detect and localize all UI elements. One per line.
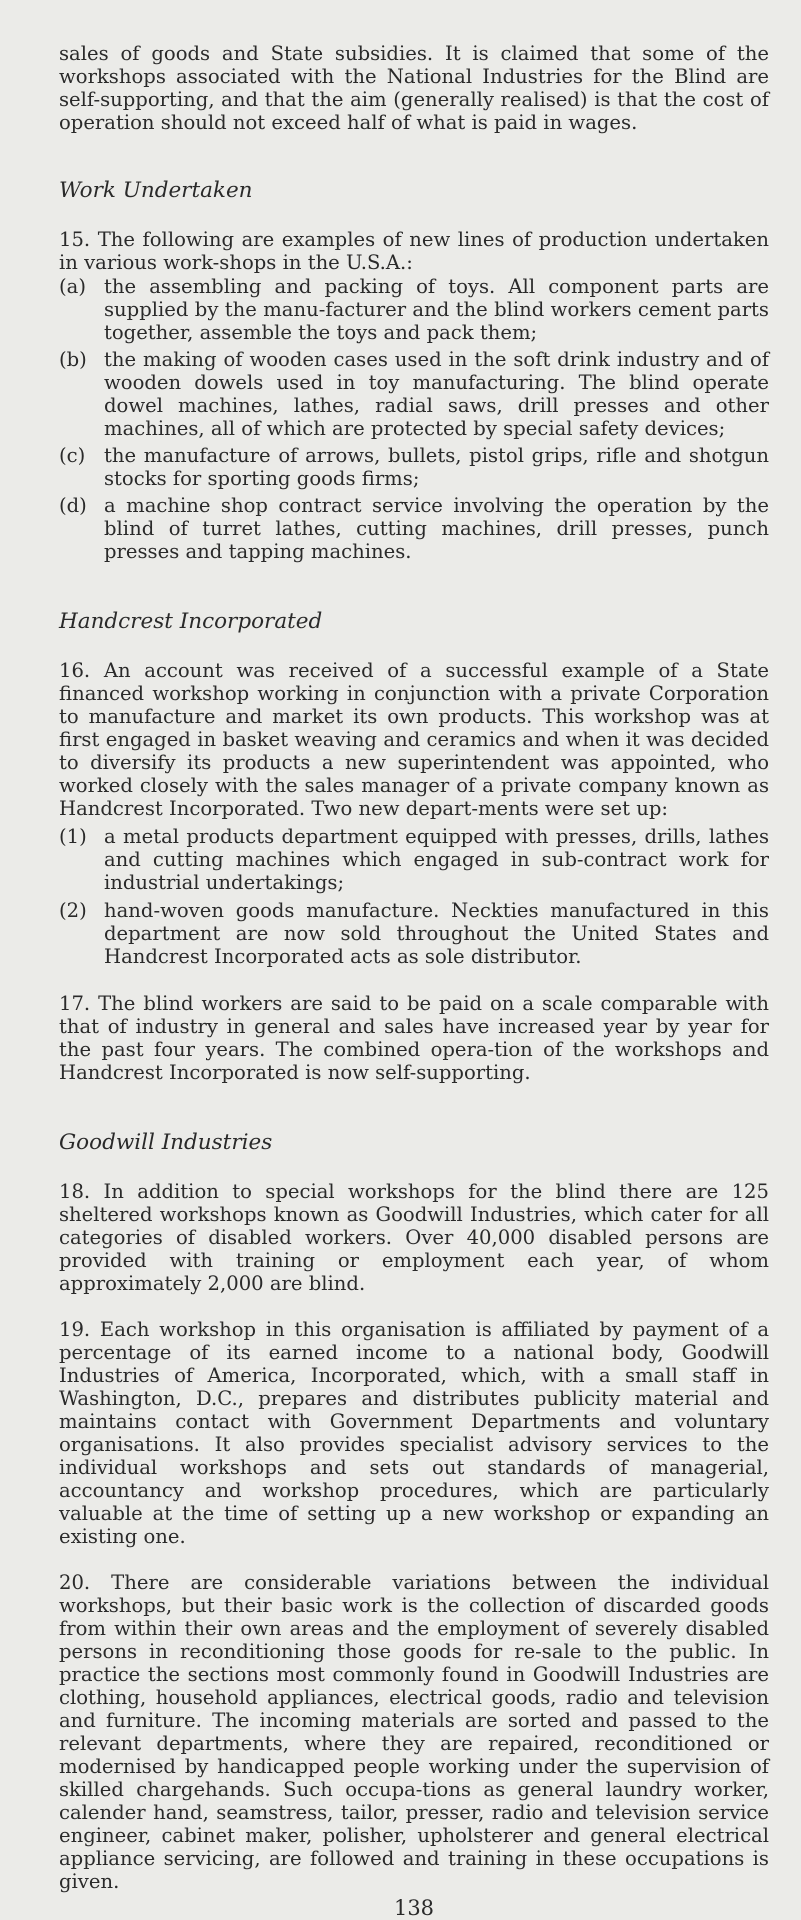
section-heading-handcrest-incorporated: Handcrest Incorporated <box>59 609 323 634</box>
list-item-text: a machine shop contract service involving the operation by the blind of turret lathes, cutting machines, drill presses, punch presses and tapping machines. <box>104 494 769 563</box>
intro-paragraph: sales of goods and State subsidies. It is claimed that some of the workshops associated with the National Industries for the Blind are self-supporting, and that the aim (generally realised) is that the cost of operation should not exceed half of what is paid in wages. <box>59 42 769 134</box>
section-heading-goodwill-industries: Goodwill Industries <box>59 1130 273 1155</box>
list-item-text: hand-woven goods manufacture. Neckties manufactured in this department are now sold throughout the United States and Handcrest Incorporated acts as sole distributor. <box>104 899 769 968</box>
paragraph-20: 20. There are considerable variations between the individual workshops, but their basic work is the collection of discarded goods from within their own areas and the employment of severely disabled persons in reconditioning those goods for re-sale to the public. In practice the sections most commonly found in Goodwill Industries are clothing, household appliances, electrical goods, radio and television and furniture. The incoming materials are sorted and passed to the relevant departments, where they are repaired, reconditioned or modernised by handicapped people working under the supervision of skilled chargehands. Such occupa-tions as general laundry worker, calender hand, seamstress, tailor, presser, radio and television service engineer, cabinet maker, polisher, upholsterer and general electrical appliance servicing, are followed and training in these occupations is given. <box>59 1571 769 1893</box>
page-number: 138 <box>393 1896 435 1920</box>
paragraph-17: 17. The blind workers are said to be paid on a scale comparable with that of industry in general and sales have increased year by year for the past four years. The combined opera-tion of the workshops and Handcrest Incorporated is now self-supporting. <box>59 992 769 1084</box>
work-examples-list <box>59 275 769 563</box>
section-heading-work-undertaken: Work Undertaken <box>59 178 253 203</box>
paragraph-15: 15. The following are examples of new lines of production undertaken in various work-shops in the U.S.A.: <box>59 228 769 274</box>
list-marker: (d) <box>59 494 87 517</box>
list-item <box>59 444 769 490</box>
list-marker: (b) <box>59 348 87 371</box>
list-item-text: the manufacture of arrows, bullets, pistol grips, rifle and shotgun stocks for sporting goods firms; <box>104 444 769 490</box>
list-marker: (1) <box>59 825 87 848</box>
list-item <box>59 275 769 344</box>
paragraph-16: 16. An account was received of a successful example of a State financed workshop working in conjunction with a private Corporation to manufacture and market its own products. This workshop was at first engaged in basket weaving and ceramics and when it was decided to diversify its products a new superintendent was appointed, who worked closely with the sales manager of a private company known as Handcrest Incorporated. Two new depart-ments were set up: <box>59 659 769 820</box>
departments-list <box>59 825 769 968</box>
list-marker: (a) <box>59 275 86 298</box>
list-item-text: the assembling and packing of toys. All component parts are supplied by the manu-facturer and the blind workers cement parts together, assemble the toys and pack them; <box>104 275 769 344</box>
paragraph-18: 18. In addition to special workshops for the blind there are 125 sheltered workshops known as Goodwill Industries, which cater for all categories of disabled workers. Over 40,000 disabled persons are provided with training or employment each year, of whom approximately 2,000 are blind. <box>59 1180 769 1295</box>
list-item <box>59 494 769 563</box>
list-item-text: a metal products department equipped with presses, drills, lathes and cutting machines which engaged in sub-contract work for industrial undertakings; <box>104 825 769 894</box>
list-marker: (2) <box>59 899 87 922</box>
list-item <box>59 899 769 968</box>
paragraph-19: 19. Each workshop in this organisation is affiliated by payment of a percentage of its earned income to a national body, Goodwill Industries of America, Incorporated, which, with a small staff in Washington, D.C., prepares and distributes publicity material and maintains contact with Government Departments and voluntary organisations. It also provides specialist advisory services to the individual workshops and sets out standards of managerial, accountancy and workshop procedures, which are particularly valuable at the time of setting up a new workshop or expanding an existing one. <box>59 1318 769 1548</box>
list-item <box>59 825 769 894</box>
list-marker: (c) <box>59 444 86 467</box>
list-item <box>59 348 769 440</box>
list-item-text: the making of wooden cases used in the soft drink industry and of wooden dowels used in toy manufacturing. The blind operate dowel machines, lathes, radial saws, drill presses and other machines, all of which are protected by special safety devices; <box>104 348 769 440</box>
